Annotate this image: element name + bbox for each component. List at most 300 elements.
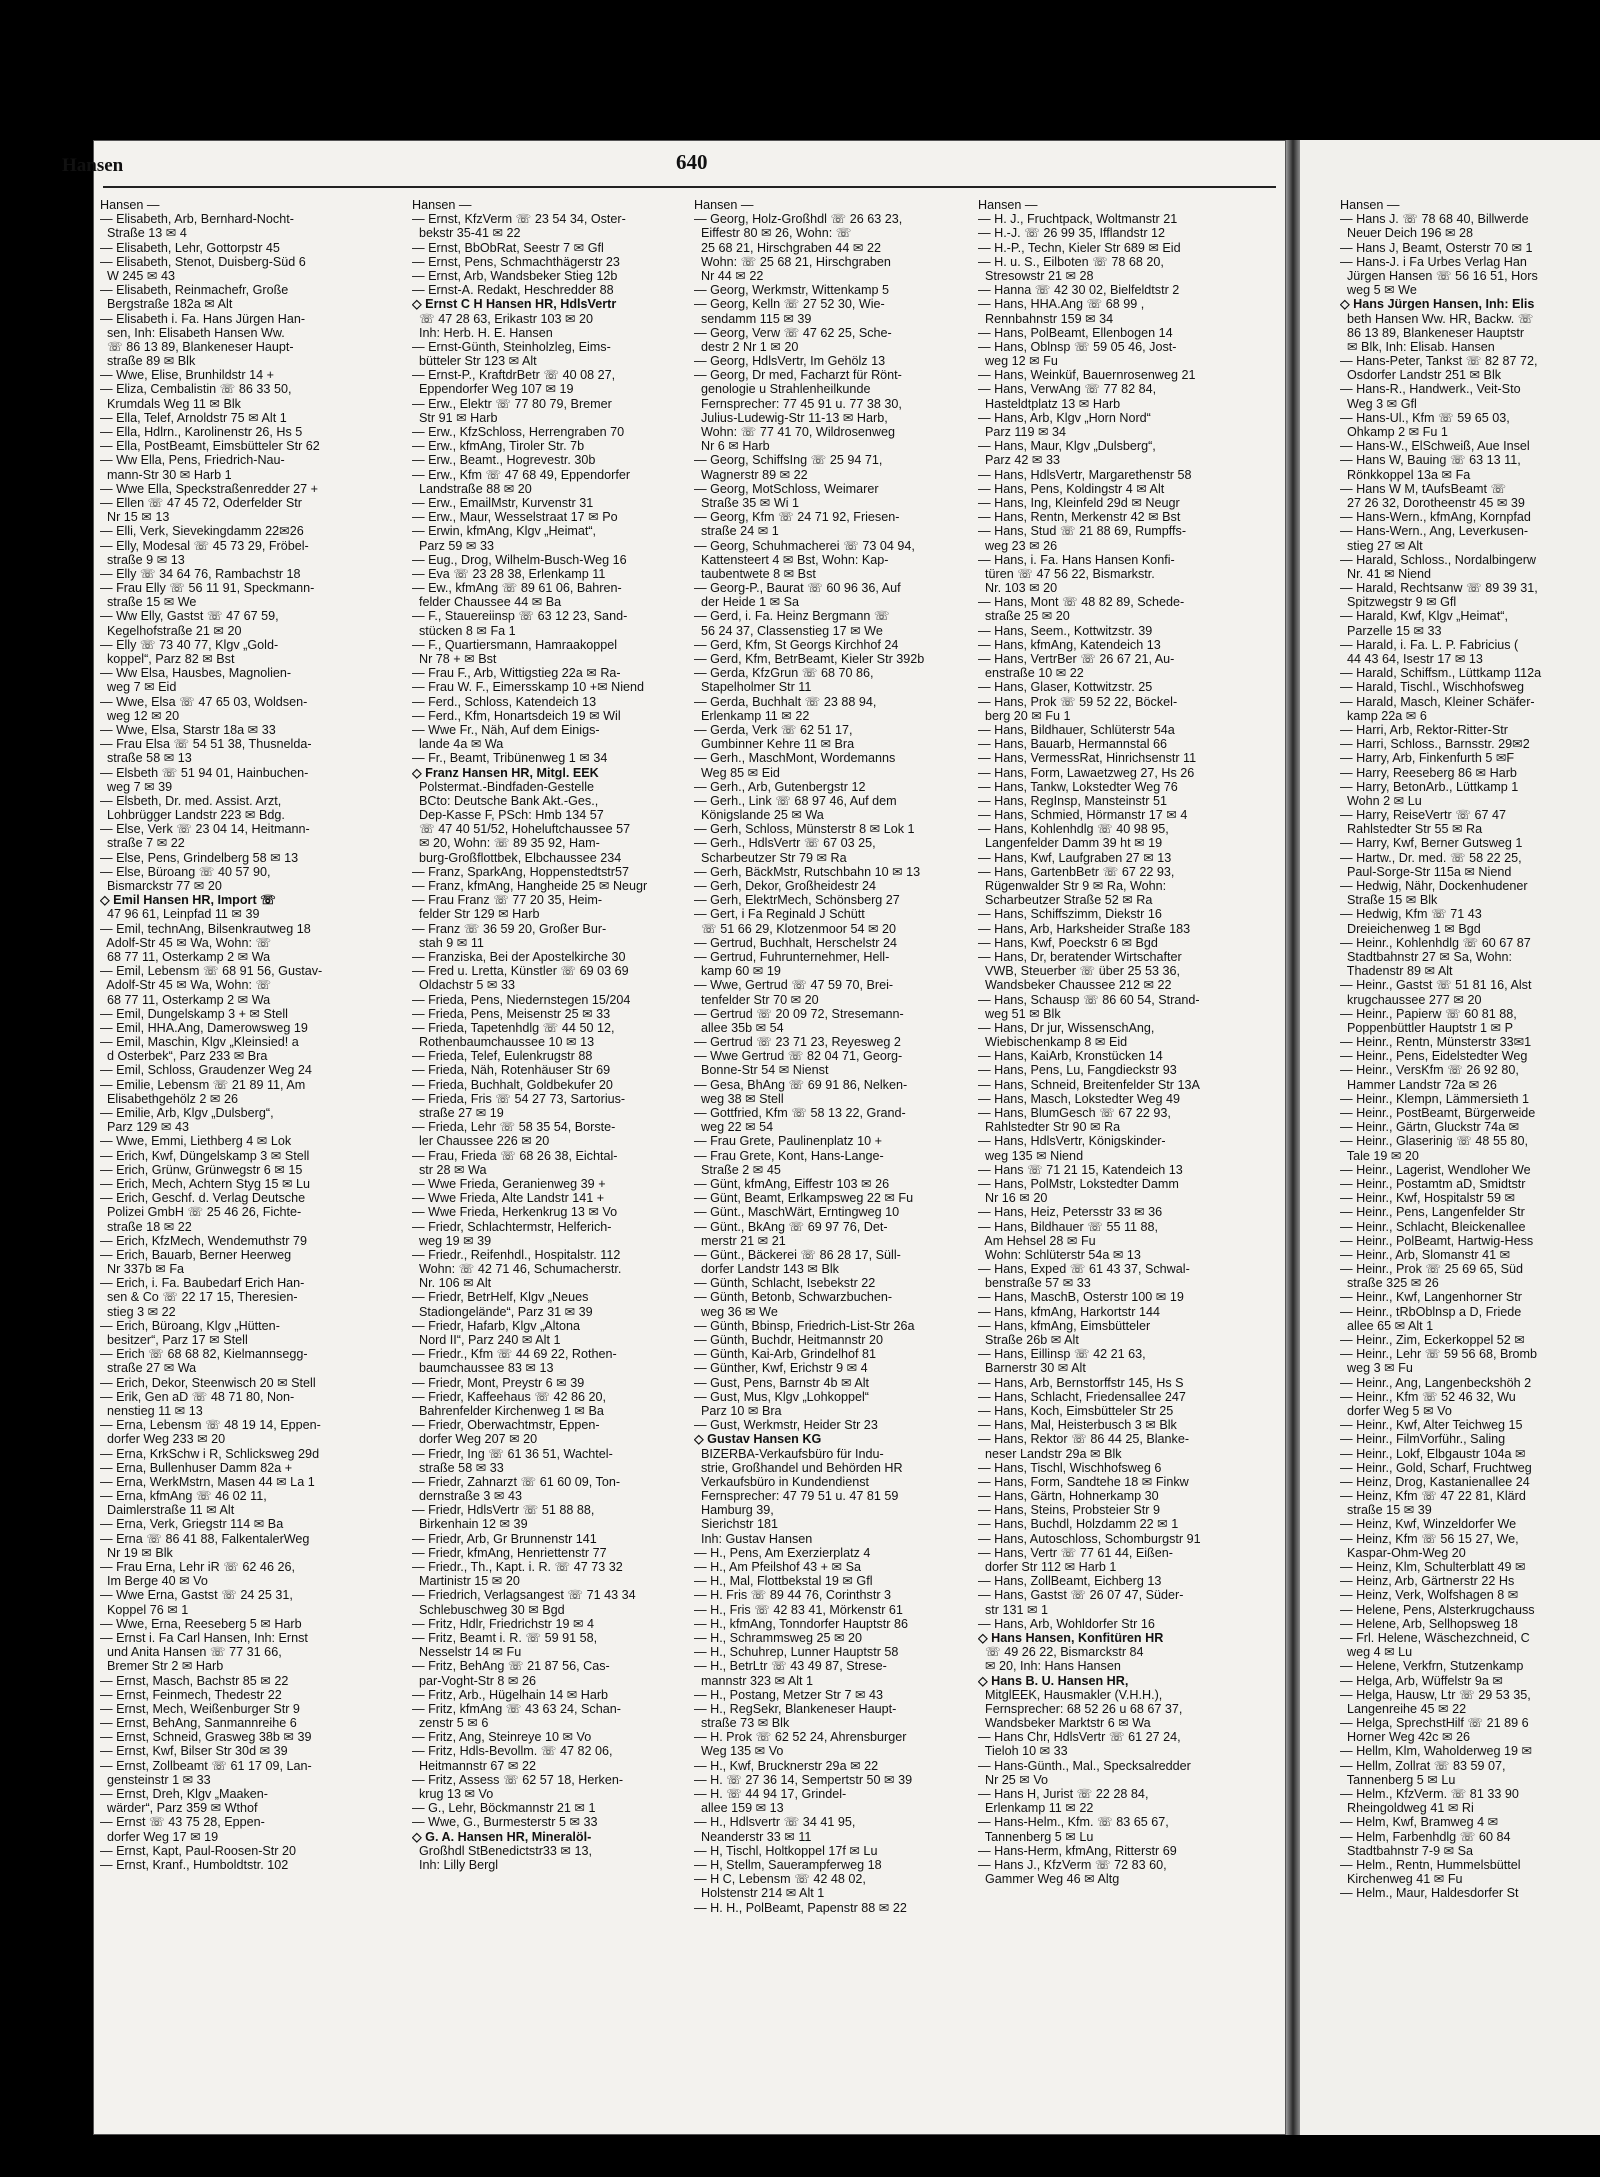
- directory-entry-line: weg 23 ✉ 26: [978, 538, 1058, 553]
- directory-entry-line: Wiebischenkamp 8 ✉ Eid: [978, 1035, 1128, 1050]
- directory-entry-line: Fernsprecher: 68 52 26 u 68 67 37,: [978, 1701, 1183, 1716]
- directory-entry-line: Tale 19 ✉ 20: [1340, 1148, 1419, 1163]
- directory-entry-line: Stadiongelände“, Parz 31 ✉ 39: [412, 1304, 593, 1319]
- directory-entry-line: — Hans, Exped ☏ 61 43 37, Schwal-: [978, 1262, 1190, 1277]
- directory-entry-line: ☏ 86 13 89, Blankeneser Haupt-: [100, 339, 294, 354]
- column-heading: Hansen —: [100, 198, 160, 212]
- directory-entry-line: — H. ☏ 27 36 14, Sempertstr 50 ✉ 39: [694, 1772, 913, 1787]
- directory-entry-line: Dep-Kasse F, PSch: Hmb 134 57: [412, 808, 604, 823]
- directory-entry-line: Verkaufsbüro in Kundendienst: [694, 1474, 870, 1489]
- directory-entry-line: — Hans, Weinküf, Bauernrosenweg 21: [978, 368, 1196, 383]
- directory-entry-line: — Frau Erna, Lehr iR ☏ 62 46 26,: [100, 1560, 295, 1574]
- directory-entry-line: ler Chaussee 226 ✉ 20: [412, 1134, 550, 1149]
- directory-entry-line: — Friedr, Ing ☏ 61 36 51, Wachtel-: [412, 1446, 613, 1461]
- directory-entry-line: stah 9 ✉ 11: [412, 935, 484, 950]
- directory-entry-line: — Heinr., tRbOblnsp a D, Friede: [1340, 1304, 1522, 1319]
- directory-entry-line: — H.-J. ☏ 26 99 35, Ifflandstr 12: [978, 226, 1166, 241]
- directory-entry-line: weg 51 ✉ Blk: [978, 1006, 1061, 1021]
- directory-entry-line: — Frau Grete, Paulinenplatz 10 +: [694, 1134, 882, 1149]
- directory-entry-line: straße 27 ✉ Wa: [100, 1361, 197, 1376]
- directory-entry-line: — Eug., Drog, Wilhelm-Busch-Weg 16: [412, 552, 627, 567]
- directory-entry-line: ◇ G. A. Hansen HR, Mineralöl-: [412, 1829, 592, 1844]
- directory-entry-line: Wohn: ☏ 42 71 46, Schumacherstr.: [412, 1262, 622, 1277]
- directory-entry-line: Kattensteert 4 ✉ Bst, Wohn: Kap-: [694, 552, 889, 567]
- book-gutter: [1286, 140, 1300, 2135]
- directory-entry-line: — Erw., Elektr ☏ 77 80 79, Bremer: [412, 396, 612, 411]
- directory-entry-line: — Hans, Ing, Kleinfeld 29d ✉ Neugr: [978, 495, 1180, 510]
- directory-entry-line: straße 27 ✉ 19: [412, 1106, 504, 1120]
- directory-entry-line: dorfer Weg 233 ✉ 20: [100, 1432, 226, 1447]
- directory-entry-line: — Erna, kfmAng ☏ 46 02 11,: [100, 1489, 267, 1504]
- directory-entry-line: Straße 13 ✉ 4: [100, 226, 187, 241]
- directory-entry-line: Paul-Sorge-Str 115a ✉ Niend: [1340, 864, 1512, 879]
- directory-entry-line: — Hans, MaschB, Osterstr 100 ✉ 19: [978, 1290, 1184, 1305]
- directory-entry-line: — Hans, Seem., Kottwitzstr. 39: [978, 623, 1153, 638]
- directory-entry-line: — Helene, Pens, Alsterkrugchauss: [1340, 1602, 1535, 1617]
- directory-entry-line: — Frau Franz ☏ 77 20 35, Heim-: [412, 893, 603, 908]
- directory-entry-line: — Günt, Beamt, Erlkampsweg 22 ✉ Fu: [694, 1191, 914, 1206]
- directory-entry-line: Parz 129 ✉ 43: [100, 1120, 189, 1135]
- directory-entry-line: — Erich ☏ 68 68 82, Kielmannsegg-: [100, 1347, 308, 1362]
- directory-entry-line: — Hans, Vertr ☏ 77 61 44, Eißen-: [978, 1545, 1173, 1560]
- directory-entry-line: — Georg, Kelln ☏ 27 52 30, Wie-: [694, 297, 885, 312]
- directory-entry-line: straße 89 ✉ Blk: [100, 354, 196, 369]
- directory-entry-line: — Georg, Holz-Großhdl ☏ 26 63 23,: [694, 212, 903, 227]
- directory-entry-line: straße 7 ✉ 22: [100, 836, 185, 851]
- directory-entry-line: straße 18 ✉ 22: [100, 1219, 192, 1234]
- directory-entry-line: — Ernst i. Fa Carl Hansen, Inh: Ernst: [100, 1630, 308, 1645]
- directory-entry-line: dorfer Landstr 143 ✉ Blk: [694, 1262, 839, 1277]
- directory-entry-line: Nr 25 ✉ Vo: [978, 1772, 1049, 1787]
- directory-entry-line: Polizei GmbH ☏ 25 46 26, Fichte-: [100, 1205, 302, 1220]
- directory-entry-line: Tannenberg 5 ✉ Lu: [1340, 1772, 1456, 1787]
- directory-entry-line: weg 22 ✉ 54: [694, 1120, 774, 1135]
- directory-entry-line: — Else, Pens, Grindelberg 58 ✉ 13: [100, 850, 299, 865]
- directory-entry-line: ☏ 47 40 51/52, Hoheluftchaussee 57: [412, 822, 631, 837]
- directory-entry-line: — Fritz, Assess ☏ 62 57 18, Herken-: [412, 1772, 624, 1787]
- directory-entry-line: — Ww Elly, Gastst ☏ 47 67 59,: [100, 609, 279, 624]
- directory-entry-line: Erlenkamp 11 ✉ 22: [694, 708, 810, 723]
- directory-entry-line: dorfer Weg 207 ✉ 20: [412, 1432, 538, 1447]
- directory-entry-line: — H., Postang, Metzer Str 7 ✉ 43: [694, 1687, 884, 1702]
- directory-entry-line: — Gerh, BäckMstr, Rutschbahn 10 ✉ 13: [694, 864, 921, 879]
- directory-entry-line: Nr 6 ✉ Harb: [694, 439, 770, 454]
- directory-entry-line: — Gerh., MaschMont, Wordemanns: [694, 751, 896, 766]
- directory-entry-line: Landstraße 88 ✉ 20: [412, 481, 532, 496]
- directory-entry-line: — Hans, Mont ☏ 48 82 89, Schede-: [978, 595, 1185, 610]
- directory-entry-line: Birkenhain 12 ✉ 39: [412, 1517, 528, 1532]
- directory-entry-line: — Wwe Fr., Näh, Auf dem Einigs-: [412, 722, 600, 737]
- directory-entry-line: BIZERBA-Verkaufsbüro für Indu-: [694, 1446, 884, 1461]
- directory-entry-line: — Hans, Schneid, Breitenfelder Str 13A: [978, 1077, 1200, 1092]
- directory-entry-line: — Gerh., HdlsVertr ☏ 67 03 25,: [694, 836, 876, 851]
- directory-entry-line: — Hans, Rektor ☏ 86 44 25, Blanke-: [978, 1432, 1190, 1447]
- directory-entry-line: Fernsprecher: 47 79 51 u. 47 81 59: [694, 1489, 899, 1504]
- directory-entry-line: Thadenstr 89 ✉ Alt: [1340, 964, 1453, 979]
- directory-entry-line: — Hanna ☏ 42 30 02, Bielfeldtstr 2: [978, 283, 1180, 298]
- directory-entry-line: — Heinr., Glaserinig ☏ 48 55 80,: [1340, 1134, 1528, 1149]
- directory-entry-line: — Heinz, Verk, Wolfshagen 8 ✉: [1340, 1588, 1519, 1603]
- directory-entry-line: — Hans J. ☏ 78 68 40, Billwerde: [1340, 212, 1529, 227]
- directory-entry-line: — Günt., MaschWärt, Erntingweg 10: [694, 1205, 900, 1220]
- directory-entry-line: weg 19 ✉ 39: [412, 1233, 492, 1248]
- directory-entry-line: — Gesa, BhAng ☏ 69 91 86, Nelken-: [694, 1077, 908, 1092]
- directory-entry-line: — Gerd, Kfm, BetrBeamt, Kieler Str 392b: [694, 652, 925, 666]
- directory-entry-line: — Friedr, HdlsVertr ☏ 51 88 88,: [412, 1503, 595, 1518]
- directory-entry-line: — Heinz, Kfm ☏ 56 15 27, We,: [1340, 1531, 1519, 1546]
- directory-entry-line: — Hans, Kwf, Poeckstr 6 ✉ Bgd: [978, 935, 1158, 950]
- directory-entry-line: — Heinr., PolBeamt, Hartwig-Hess: [1340, 1233, 1534, 1248]
- directory-entry-line: Fernsprecher: 77 45 91 u. 77 38 30,: [694, 396, 902, 411]
- directory-entry-line: — Harald, Kwf, Klgv „Heimat“,: [1340, 609, 1508, 624]
- directory-entry-line: — Günth, Kai-Arb, Grindelhof 81: [694, 1347, 877, 1362]
- directory-entry-line: Str 91 ✉ Harb: [412, 410, 498, 425]
- directory-entry-line: Rennbahnstr 159 ✉ 34: [978, 311, 1114, 326]
- directory-entry-line: — Hans, Bildhauer ☏ 55 11 88,: [978, 1219, 1159, 1234]
- directory-entry-line: — Gertrud, Buchhalt, Herschelstr 24: [694, 935, 897, 950]
- directory-entry-line: straße 25 ✉ 20: [978, 609, 1070, 624]
- directory-entry-line: genologie u Strahlenheilkunde: [694, 382, 871, 397]
- directory-entry-line: — Fritz, Beamt i. R. ☏ 59 91 58,: [412, 1630, 598, 1645]
- directory-entry-line: — Gertrud ☏ 23 71 23, Reyesweg 2: [694, 1035, 901, 1050]
- directory-entry-line: — H., Hdlsvertr ☏ 34 41 95,: [694, 1815, 856, 1830]
- directory-entry-line: 27 26 32, Dorotheenstr 45 ✉ 39: [1340, 495, 1525, 510]
- directory-entry-line: — Harald, Rechtsanw ☏ 89 39 31,: [1340, 581, 1538, 596]
- directory-entry-line: — Fritz, Arb., Hügelhain 14 ✉ Harb: [412, 1687, 609, 1702]
- directory-entry-line: — Harri, Schloss., Barnsstr. 29✉2: [1340, 737, 1530, 752]
- directory-entry-line: — Emil, Maschin, Klgv „Kleinsied! a: [100, 1035, 299, 1050]
- directory-entry-line: — Heinr., Gärtn, Gluckstr 74a ✉: [1340, 1120, 1520, 1135]
- directory-entry-line: — Elisabeth, Reinmachefr, Große: [100, 283, 289, 298]
- directory-entry-line: — H., Schrammsweg 25 ✉ 20: [694, 1630, 863, 1645]
- directory-entry-line: Wohn: Schlüterstr 54a ✉ 13: [978, 1247, 1141, 1262]
- directory-entry-line: — H C, Lebensm ☏ 42 48 02,: [694, 1872, 866, 1887]
- directory-entry-line: — Heinr., Kwf, Hospitalstr 59 ✉: [1340, 1191, 1516, 1206]
- directory-entry-line: — Gerh., Arb, Gutenbergstr 12: [694, 779, 866, 794]
- directory-entry-line: — Friedr., Reifenhdl., Hospitalstr. 112: [412, 1247, 621, 1262]
- directory-entry-line: ☏ 51 66 29, Klotzenmoor 54 ✉ 20: [694, 921, 897, 936]
- directory-entry-line: — Hans, KaiArb, Kronstücken 14: [978, 1049, 1163, 1064]
- directory-entry-line: — Ernst, Kwf, Bilser Str 30d ✉ 39: [100, 1744, 288, 1759]
- directory-entry-line: Hammer Landstr 72a ✉ 26: [1340, 1077, 1497, 1092]
- directory-entry-line: — Erw., Beamt., Hogrevestr. 30b: [412, 453, 596, 468]
- directory-entry-line: straße 9 ✉ 13: [100, 552, 185, 567]
- directory-entry-line: — Friedr, Oberwachtmstr, Eppen-: [412, 1418, 600, 1433]
- directory-entry-line: — Harry, ReiseVertr ☏ 67 47: [1340, 808, 1506, 823]
- directory-entry-line: — Helm., Maur, Haldesdorfer St: [1340, 1886, 1519, 1901]
- directory-entry-line: — Heinz, Kwf, Winzeldorfer We: [1340, 1517, 1517, 1532]
- directory-entry-line: Nr 337b ✉ Fa: [100, 1262, 185, 1277]
- directory-entry-line: — Harald, Schloss., Nordalbingerw: [1340, 552, 1536, 567]
- directory-entry-line: — Wwe, G., Burmesterstr 5 ✉ 33: [412, 1815, 598, 1830]
- directory-entry-line: — Günt, kfmAng, Eiffestr 103 ✉ 26: [694, 1176, 890, 1191]
- directory-entry-line: — Hans, PolBeamt, Ellenbogen 14: [978, 325, 1173, 340]
- directory-entry-line: — Emil, Dungelskamp 3 + ✉ Stell: [100, 1006, 288, 1021]
- directory-entry-line: mannstr 323 ✉ Alt 1: [694, 1673, 814, 1688]
- directory-entry-line: Rothenbaumchaussee 10 ✉ 13: [412, 1035, 595, 1050]
- directory-entry-line: — Friedr, Hafarb, Klgv „Altona: [412, 1318, 580, 1333]
- directory-entry-line: — Hans J., KfzVerm ☏ 72 83 60,: [978, 1857, 1167, 1872]
- directory-entry-line: Parz 10 ✉ Bra: [694, 1403, 782, 1418]
- directory-entry-line: str 131 ✉ 1: [978, 1602, 1049, 1617]
- directory-entry-line: felder Chaussee 44 ✉ Ba: [412, 595, 562, 610]
- directory-entry-line: — Hans-R., Handwerk., Veit-Sto: [1340, 382, 1521, 397]
- directory-entry-line: Neanderstr 33 ✉ 11: [694, 1829, 812, 1844]
- directory-entry-line: — Ernst, Schneid, Grasweg 38b ✉ 39: [100, 1730, 312, 1745]
- directory-entry-line: Wohn: ☏ 25 68 21, Hirschgraben: [694, 254, 891, 269]
- directory-entry-line: W 245 ✉ 43: [100, 268, 175, 283]
- directory-entry-line: — Georg, Dr med, Facharzt für Rönt-: [694, 368, 902, 383]
- directory-entry-line: — Heinr., Lehr ☏ 59 56 68, Bromb: [1340, 1347, 1538, 1362]
- directory-entry-line: — Günther, Kwf, Erichstr 9 ✉ 4: [694, 1361, 868, 1376]
- directory-entry-line: — Emilie, Lebensm ☏ 21 89 11, Am: [100, 1077, 306, 1092]
- directory-entry-line: — F., Quartiersmann, Hamraakoppel: [412, 637, 618, 652]
- directory-entry-line: — Frieda, Tapetenhdlg ☏ 44 50 12,: [412, 1020, 615, 1035]
- directory-entry-line: — Hans, Maur, Klgv „Dulsberg“,: [978, 439, 1156, 454]
- directory-entry-line: — Helene, Verkfrn, Stutzenkamp: [1340, 1659, 1524, 1674]
- directory-entry-line: — Erna, Lebensm ☏ 48 19 14, Eppen-: [100, 1418, 321, 1433]
- directory-entry-line: — Harald, i. Fa. L. P. Fabricius (: [1340, 637, 1519, 652]
- directory-entry-line: — Fritz, Hdls-Bevollm. ☏ 47 82 06,: [412, 1744, 613, 1759]
- directory-entry-line: — Ernst-Günth, Steinholzleg, Eims-: [412, 339, 611, 354]
- directory-entry-line: Gumbinner Kehre 11 ✉ Bra: [694, 737, 855, 752]
- directory-entry-line: krug 13 ✉ Vo: [412, 1787, 494, 1801]
- directory-entry-line: Langenfelder Damm 39 ht ✉ 19: [978, 836, 1163, 851]
- directory-entry-line: — Helm., KfzVerm. ☏ 81 33 90: [1340, 1787, 1519, 1801]
- directory-entry-line: straße 15 ✉ 39: [1340, 1503, 1432, 1518]
- directory-entry-line: — Gottfried, Kfm ☏ 58 13 22, Grand-: [694, 1106, 906, 1120]
- directory-entry-line: — Ernst, Arb, Wandsbeker Stieg 12b: [412, 268, 618, 283]
- directory-entry-line: — Ernst, Dreh, Klgv „Maaken-: [100, 1787, 268, 1801]
- directory-entry-line: — Hans, HdlsVertr, Königskinder-: [978, 1134, 1166, 1149]
- next-page-column: [1340, 198, 1600, 1901]
- directory-entry-line: — Erna, WerkMstrn, Masen 44 ✉ La 1: [100, 1474, 315, 1489]
- directory-entry-line: — Hans, kfmAng, Harkortstr 144: [978, 1304, 1160, 1319]
- directory-entry-line: benstraße 57 ✉ 33: [978, 1276, 1091, 1291]
- directory-entry-line: — Hans, Buchdl, Holzdamm 22 ✉ 1: [978, 1517, 1179, 1532]
- directory-entry-line: — H. H., PolBeamt, Papenstr 88 ✉ 22: [694, 1900, 907, 1915]
- directory-entry-line: Poppenbüttler Hauptstr 1 ✉ P: [1340, 1020, 1513, 1035]
- directory-entry-line: — Wwe Frieda, Herkenkrug 13 ✉ Vo: [412, 1205, 618, 1220]
- directory-entry-line: Königslande 25 ✉ Wa: [694, 808, 824, 823]
- directory-entry-line: — H. ☏ 44 94 17, Grindel-: [694, 1787, 847, 1801]
- directory-entry-line: — Hans, Form, Lawaetzweg 27, Hs 26: [978, 765, 1195, 780]
- directory-entry-line: Ohkamp 2 ✉ Fu 1: [1340, 425, 1448, 439]
- directory-entry-line: — Frau W. F., Eimersskamp 10 +✉ Niend: [412, 680, 645, 695]
- directory-entry-line: ◇ Ernst C H Hansen HR, HdlsVertr: [412, 297, 617, 312]
- directory-entry-line: ☏ 47 28 63, Erikastr 103 ✉ 20: [412, 311, 594, 326]
- directory-entry-line: — Wwe, Erna, Reeseberg 5 ✉ Harb: [100, 1616, 302, 1631]
- directory-entry-line: — Hans, Koch, Eimsbütteler Str 25: [978, 1403, 1174, 1418]
- directory-entry-line: — Heinr., Arb, Slomanstr 41 ✉: [1340, 1247, 1511, 1262]
- directory-entry-line: — Hans, Mal, Heisterbusch 3 ✉ Blk: [978, 1418, 1177, 1433]
- directory-entry-line: besitzer“, Parz 17 ✉ Stell: [100, 1333, 248, 1347]
- directory-entry-line: — Hans, VermessRat, Hinrichsenstr 11: [978, 751, 1197, 766]
- directory-entry-line: straße 73 ✉ Blk: [694, 1716, 790, 1731]
- directory-entry-line: — Heinz, Kfm ☏ 47 22 81, Klärd: [1340, 1489, 1526, 1504]
- directory-entry-line: — Elly ☏ 73 40 77, Klgv „Gold-: [100, 637, 279, 652]
- directory-entry-line: Rahlstedter Str 90 ✉ Ra: [978, 1120, 1121, 1135]
- directory-entry-line: destr 2 Nr 1 ✉ 20: [694, 339, 799, 354]
- directory-entry-line: ◇ Hans Jürgen Hansen, Inh: Elis: [1340, 297, 1535, 312]
- directory-entry-line: — Günth, Schlacht, Isebekstr 22: [694, 1276, 876, 1291]
- directory-entry-line: — Hans W M, tAufsBeamt ☏: [1340, 481, 1507, 496]
- directory-entry-line: — Hans, Gärtn, Hohnerkamp 30: [978, 1489, 1159, 1504]
- directory-entry-line: — Hans, HdlsVertr, Margarethenstr 58: [978, 467, 1192, 482]
- directory-entry-line: weg 12 ✉ 20: [100, 708, 180, 723]
- directory-entry-line: — Erich, Geschf. d. Verlag Deutsche: [100, 1191, 306, 1206]
- directory-entry-line: — Ew., kfmAng ☏ 89 61 06, Bahren-: [412, 581, 622, 596]
- directory-entry-line: — Heinr., Kwf, Langenhorner Str: [1340, 1290, 1523, 1305]
- directory-entry-line: Nr 78 + ✉ Bst: [412, 652, 497, 666]
- directory-entry-line: — Hans J, Beamt, Osterstr 70 ✉ 1: [1340, 240, 1533, 255]
- directory-entry-line: Im Berge 40 ✉ Vo: [100, 1574, 208, 1589]
- directory-entry-line: Adolf-Str 45 ✉ Wa, Wohn: ☏: [100, 935, 272, 950]
- directory-entry-line: Stadtbahnstr 27 ✉ Sa, Wohn:: [1340, 949, 1513, 964]
- directory-entry-line: — Hans, Gastst ☏ 26 07 47, Süder-: [978, 1588, 1184, 1603]
- directory-entry-line: weg 36 ✉ We: [694, 1304, 778, 1319]
- directory-entry-line: Parz 59 ✉ 33: [412, 538, 494, 553]
- directory-entry-line: — Georg, SchiffsIng ☏ 25 94 71,: [694, 453, 883, 468]
- directory-entry-line: türen ☏ 47 56 22, Bismarkstr.: [978, 566, 1155, 581]
- directory-entry-line: Holstenstr 214 ✉ Alt 1: [694, 1886, 825, 1901]
- directory-entry-line: — Elisabeth i. Fa. Hans Jürgen Han-: [100, 311, 306, 326]
- directory-entry-line: — Günt., BkAng ☏ 69 97 76, Det-: [694, 1219, 888, 1234]
- directory-entry-line: weg 38 ✉ Stell: [694, 1091, 784, 1106]
- directory-entry-line: 86 13 89, Blankeneser Hauptstr: [1340, 325, 1525, 340]
- directory-entry-line: — Frau, Frieda ☏ 68 26 38, Eichtal-: [412, 1148, 618, 1163]
- directory-entry-line: — Helm, Farbenhdlg ☏ 60 84: [1340, 1829, 1511, 1844]
- directory-entry-line: sendamm 115 ✉ 39: [694, 311, 812, 326]
- directory-entry-line: Bremer Str 2 ✉ Harb: [100, 1659, 224, 1674]
- directory-entry-line: — Heinr., VersKfm ☏ 26 92 80,: [1340, 1063, 1519, 1078]
- directory-entry-line: — Elisabeth, Arb, Bernhard-Nocht-: [100, 212, 294, 227]
- directory-entry-line: — Hans W, Bauing ☏ 63 13 11,: [1340, 453, 1521, 468]
- directory-entry-line: mann-Str 30 ✉ Harb 1: [100, 467, 232, 482]
- directory-entry-line: weg 135 ✉ Niend: [978, 1148, 1084, 1163]
- directory-entry-line: 47 96 61, Leinpfad 11 ✉ 39: [100, 907, 260, 922]
- directory-entry-line: — Gerda, Verk ☏ 62 51 17,: [694, 722, 853, 737]
- directory-entry-line: par-Voght-Str 8 ✉ 26: [412, 1673, 536, 1688]
- directory-entry-line: — Hellm, Klm, Waholderweg 19 ✉: [1340, 1744, 1533, 1759]
- directory-entry-line: — Hans ☏ 71 21 15, Katendeich 13: [978, 1162, 1183, 1177]
- directory-entry-line: ◇ Emil Hansen HR, Import ☏: [100, 893, 276, 908]
- directory-entry-line: — Heinr., Postamtm aD, Smidtstr: [1340, 1176, 1526, 1191]
- directory-entry-line: — Emilie, Arb, Klgv „Dulsberg“,: [100, 1106, 274, 1120]
- directory-entry-line: — Ernst, Feinmech, Thedestr 22: [100, 1687, 282, 1702]
- directory-entry-line: — Hans, Kwf, Laufgraben 27 ✉ 13: [978, 850, 1172, 865]
- directory-entry-line: — H., Am Pfeilshof 43 + ✉ Sa: [694, 1560, 861, 1574]
- directory-entry-line: Oldachstr 5 ✉ 33: [412, 978, 515, 993]
- directory-entry-line: — Emil, Lebensm ☏ 68 91 56, Gustav-: [100, 964, 323, 979]
- directory-entry-line: — Fritz, Hdlr, Friedrichstr 19 ✉ 4: [412, 1616, 595, 1631]
- directory-entry-line: — Wwe, Gertrud ☏ 47 59 70, Brei-: [694, 978, 894, 993]
- directory-entry-line: — Gerh, Dekor, Großheidestr 24: [694, 879, 876, 893]
- directory-entry-line: ☏ 49 26 22, Bismarckstr 84: [978, 1645, 1144, 1660]
- directory-entry-line: — Friedr, Kaffeehaus ☏ 42 86 20,: [412, 1389, 607, 1404]
- directory-column-3: [694, 198, 972, 1915]
- running-head-surname: Hansen: [62, 155, 124, 176]
- directory-entry-line: — Elsbeth ☏ 51 94 01, Hainbuchen-: [100, 765, 309, 780]
- directory-entry-line: Kaspar-Ohm-Weg 20: [1340, 1545, 1466, 1560]
- directory-entry-line: Bonne-Str 54 ✉ Nienst: [694, 1063, 829, 1078]
- directory-entry-line: Straße 26b ✉ Alt: [978, 1333, 1079, 1347]
- directory-entry-line: sen, Inh: Elisabeth Hansen Ww.: [100, 325, 285, 340]
- directory-entry-line: — H., Schuhrep, Lunner Hauptstr 58: [694, 1645, 899, 1660]
- directory-entry-line: straße 58 ✉ 13: [100, 751, 192, 766]
- directory-entry-line: Weg 135 ✉ Vo: [694, 1744, 784, 1759]
- directory-entry-line: — Wwe, Elsa, Starstr 18a ✉ 33: [100, 722, 276, 737]
- directory-entry-line: weg 5 ✉ We: [1340, 283, 1417, 298]
- directory-entry-line: Nr 16 ✉ 20: [978, 1191, 1048, 1206]
- directory-entry-line: Sierichstr 181: [694, 1517, 778, 1532]
- directory-entry-line: Nr 19 ✉ Blk: [100, 1545, 173, 1560]
- directory-entry-line: — Hans, Arb, Bernstorffstr 145, Hs S: [978, 1375, 1184, 1390]
- directory-entry-line: — Hans, Bildhauer, Schlüterstr 54a: [978, 722, 1175, 737]
- directory-entry-line: — Friedr, Zahnarzt ☏ 61 60 09, Ton-: [412, 1474, 621, 1489]
- directory-entry-line: Eiffestr 80 ✉ 26, Wohn: ☏: [694, 226, 852, 241]
- directory-entry-line: — Georg, Werkmstr, Wittenkamp 5: [694, 283, 890, 298]
- directory-entry-line: zenstr 5 ✉ 6: [412, 1716, 489, 1731]
- directory-entry-line: bekstr 35-41 ✉ 22: [412, 226, 521, 241]
- directory-entry-line: — Wwe Ella, Speckstraßenredder 27 +: [100, 481, 319, 496]
- directory-entry-line: — Erna ☏ 86 41 88, FalkentalerWeg: [100, 1531, 310, 1546]
- directory-entry-line: ◇ Gustav Hansen KG: [694, 1432, 822, 1447]
- directory-entry-line: — Hans, VerwAng ☏ 77 82 84,: [978, 382, 1157, 397]
- directory-entry-line: — Harry, Reeseberg 86 ✉ Harb: [1340, 765, 1517, 780]
- directory-entry-line: Inh: Gustav Hansen: [694, 1531, 813, 1546]
- directory-entry-line: weg 12 ✉ Fu: [978, 354, 1058, 369]
- directory-entry-line: — Hans, Heiz, Petersstr 33 ✉ 36: [978, 1205, 1163, 1220]
- directory-entry-line: Langenreihe 45 ✉ 22: [1340, 1701, 1467, 1716]
- directory-entry-line: — Hans, Schiffszimm, Diekstr 16: [978, 907, 1162, 922]
- directory-entry-line: Barnerstr 30 ✉ Alt: [978, 1361, 1086, 1376]
- directory-entry-line: Eppendorfer Weg 107 ✉ 19: [412, 382, 574, 397]
- directory-entry-line: ✉ 20, Inh: Hans Hansen: [978, 1659, 1121, 1674]
- directory-entry-line: Gammer Weg 46 ✉ Altg: [978, 1872, 1120, 1887]
- directory-entry-line: — Hans, Tankw, Lokstedter Weg 76: [978, 779, 1178, 794]
- directory-entry-line: — Elly ☏ 34 64 76, Rambachstr 18: [100, 566, 301, 581]
- directory-entry-line: — Ernst, KfzVerm ☏ 23 54 34, Oster-: [412, 212, 626, 227]
- directory-entry-line: dorfer Str 112 ✉ Harb 1: [978, 1560, 1117, 1574]
- directory-entry-line: — Hans, Arb, Harksheider Straße 183: [978, 921, 1191, 936]
- directory-entry-line: — Frau Grete, Kont, Hans-Lange-: [694, 1148, 884, 1163]
- directory-entry-line: — Erich, Dekor, Steenwisch 20 ✉ Stell: [100, 1375, 316, 1390]
- directory-entry-line: — Fritz, BehAng ☏ 21 87 56, Cas-: [412, 1659, 610, 1674]
- directory-entry-line: — Friedr, kfmAng, Henriettenstr 77: [412, 1545, 607, 1560]
- directory-entry-line: — Hans-Wern., Ang, Leverkusen-: [1340, 524, 1529, 539]
- directory-entry-line: — Frieda, Näh, Rotenhäuser Str 69: [412, 1063, 611, 1078]
- directory-entry-line: — Hellm, Zollrat ☏ 83 59 07,: [1340, 1758, 1506, 1773]
- directory-entry-line: — Frau Elly ☏ 56 11 91, Speckmann-: [100, 581, 315, 596]
- directory-entry-line: Bergstraße 182a ✉ Alt: [100, 297, 233, 312]
- directory-entry-line: — Frieda, Telef, Eulenkrugstr 88: [412, 1049, 593, 1064]
- directory-entry-line: — Ferd., Kfm, Honartsdeich 19 ✉ Wil: [412, 708, 621, 723]
- directory-entry-line: allee 159 ✉ 13: [694, 1801, 784, 1816]
- directory-entry-line: — Gerda, KfzGrun ☏ 68 70 86,: [694, 666, 874, 681]
- directory-entry-line: — H., BetrLtr ☏ 43 49 87, Strese-: [694, 1659, 887, 1674]
- directory-entry-line: — Erich, Grünw, Grünwegstr 6 ✉ 15: [100, 1162, 303, 1177]
- directory-entry-line: Nr 44 ✉ 22: [694, 268, 764, 283]
- directory-entry-line: — Friedr., Kfm ☏ 44 69 22, Rothen-: [412, 1347, 617, 1362]
- directory-entry-line: — Hans, Pens, Koldingstr 4 ✉ Alt: [978, 481, 1165, 496]
- directory-entry-line: Dreieichenweg 1 ✉ Bgd: [1340, 921, 1481, 936]
- directory-entry-line: — Erna, KrkSchw i R, Schlicksweg 29d: [100, 1446, 320, 1461]
- directory-entry-line: — Hans, Masch, Lokstedter Weg 49: [978, 1091, 1181, 1106]
- directory-entry-line: — Wwe Gertrud ☏ 82 04 71, Georg-: [694, 1049, 903, 1064]
- directory-entry-line: — Elisabeth, Stenot, Duisberg-Süd 6: [100, 254, 306, 269]
- directory-entry-line: — Hedwig, Nähr, Dockenhudener: [1340, 879, 1528, 893]
